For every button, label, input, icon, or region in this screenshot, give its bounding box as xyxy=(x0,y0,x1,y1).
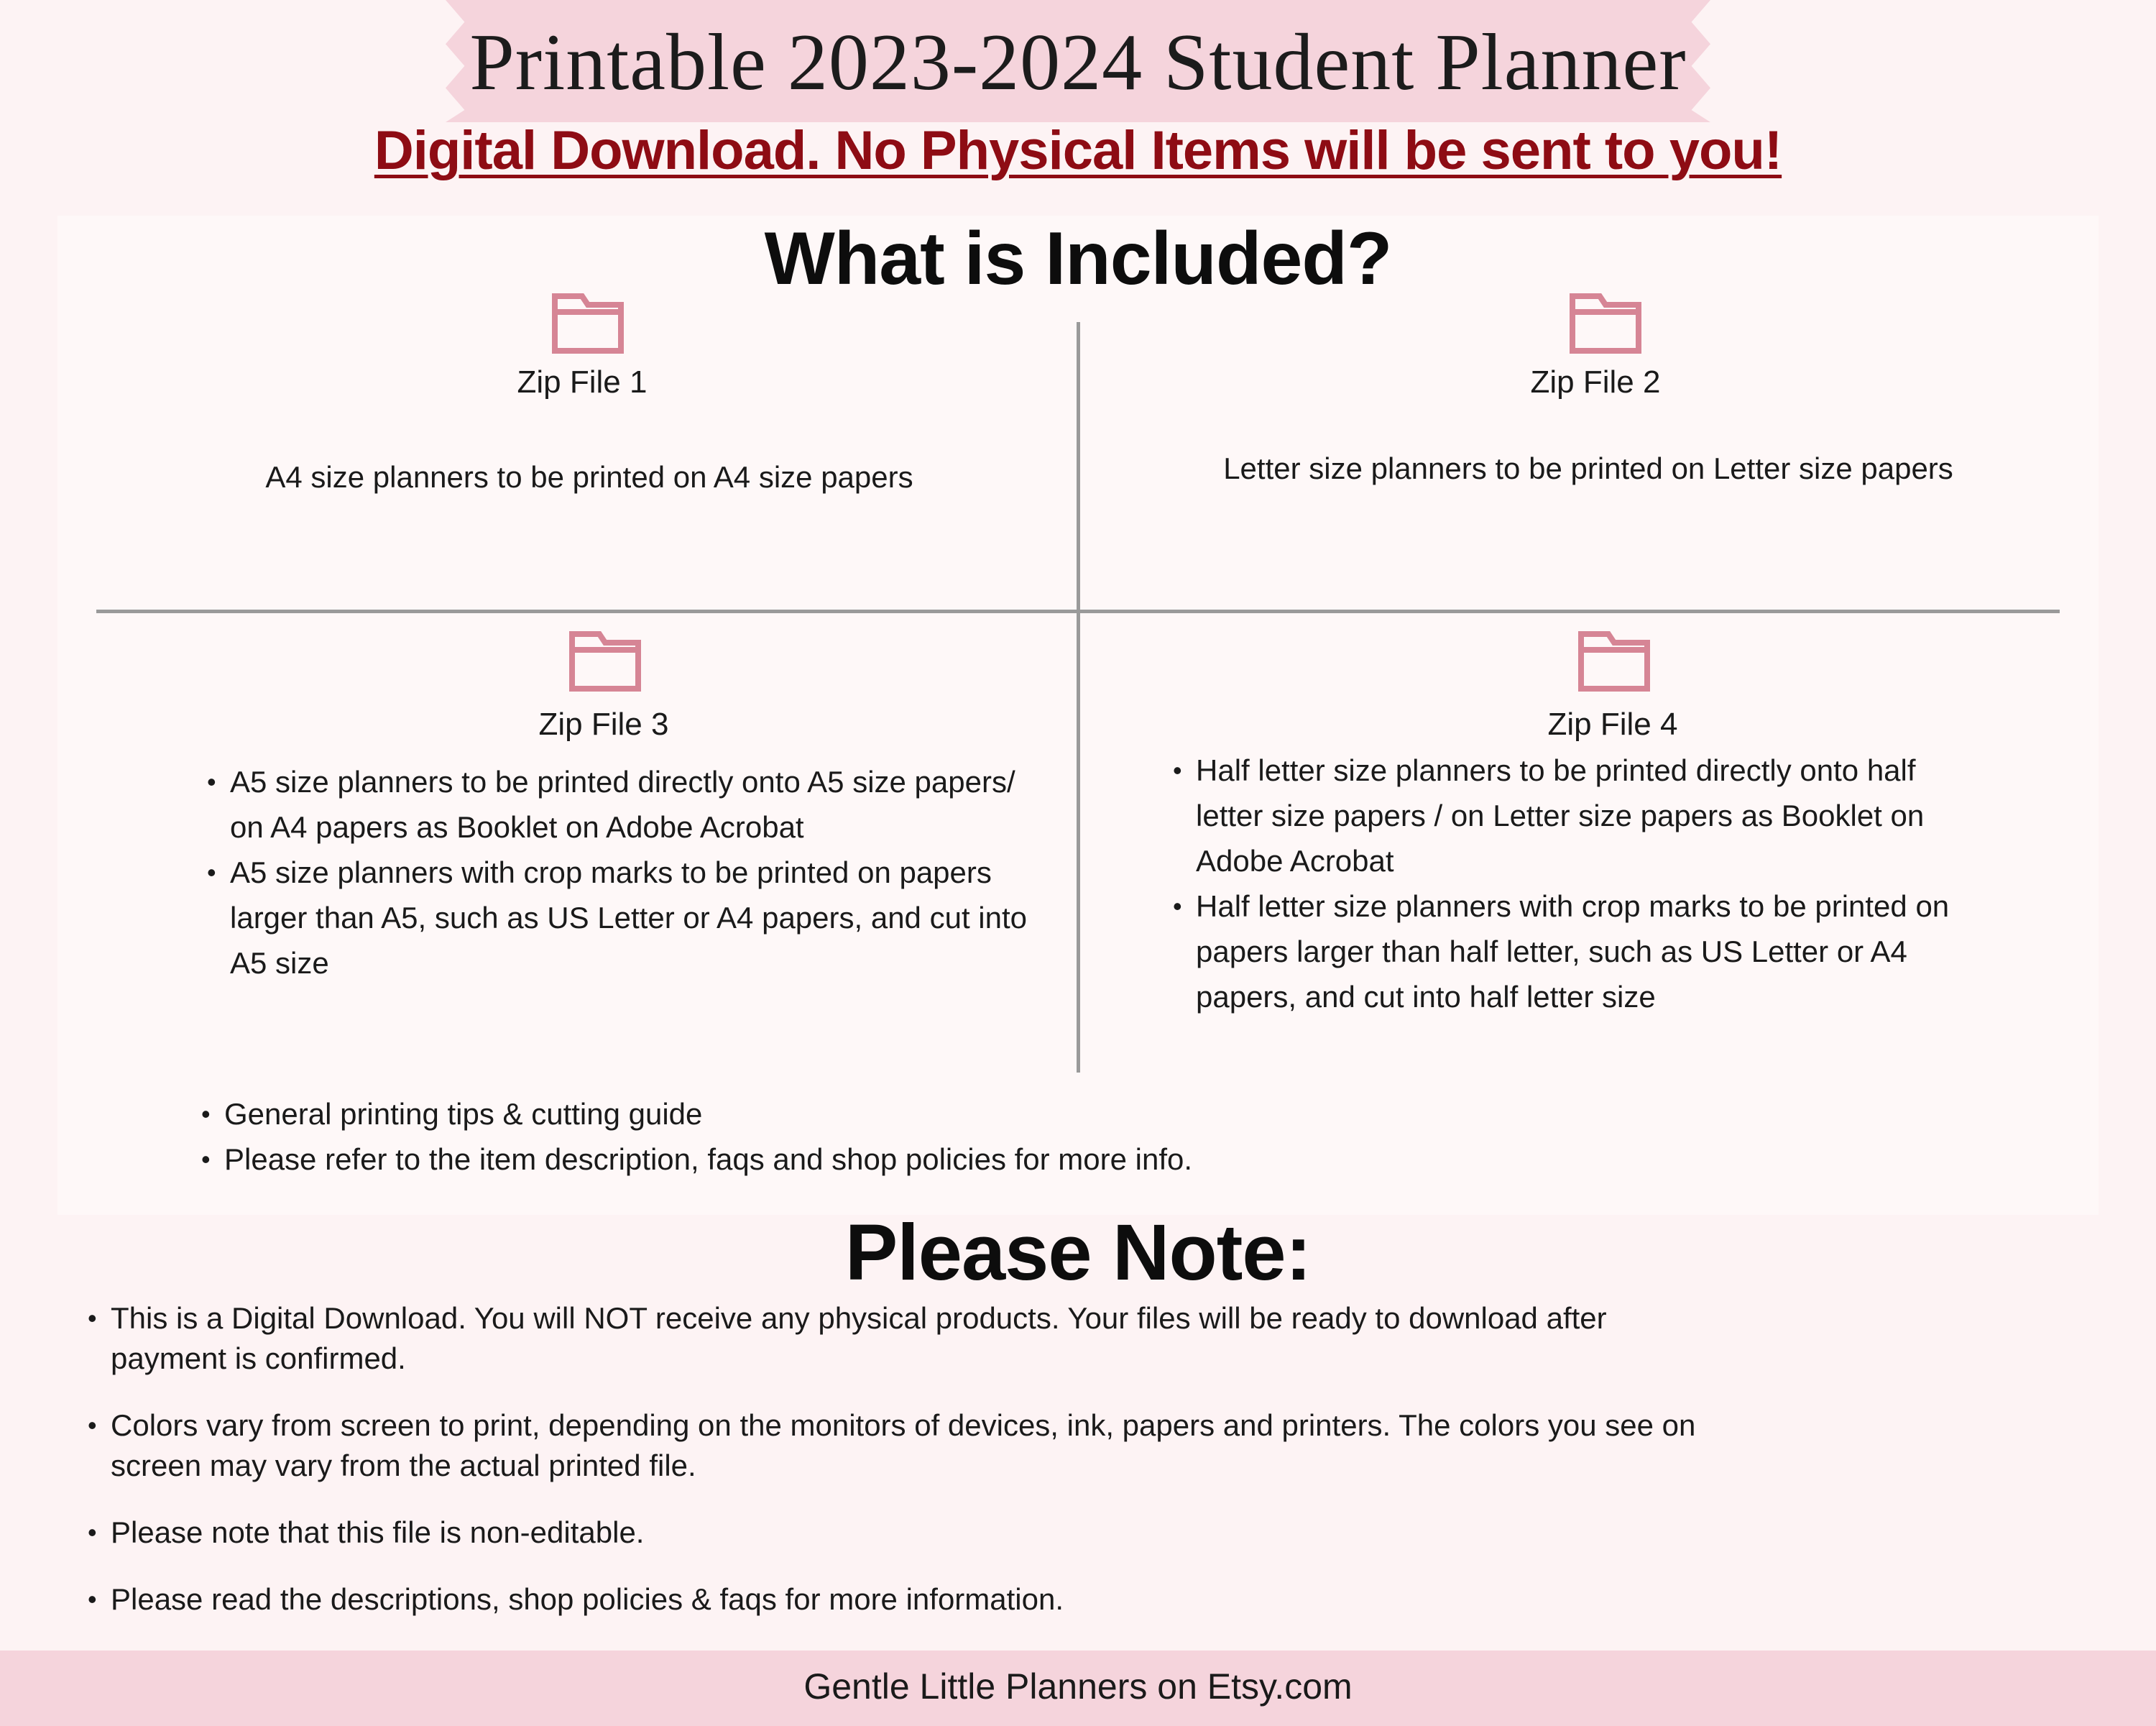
list-item: • General printing tips & cutting guide xyxy=(201,1091,1926,1137)
zip-file-4-list xyxy=(1173,748,1985,1019)
zip-file-4-title: Zip File 4 xyxy=(1547,707,1678,742)
included-heading: What is Included? xyxy=(764,217,1392,300)
zip-file-3-list xyxy=(207,759,1041,986)
list-item: • Please refer to the item description, faqs and shop policies for more info. xyxy=(201,1137,1926,1182)
folder-icon xyxy=(1577,628,1651,693)
note-heading: Please Note: xyxy=(844,1208,1312,1297)
extras-list xyxy=(201,1091,1926,1182)
footer-shop-credit: Gentle Little Planners on Etsy.com xyxy=(0,1651,2156,1726)
folder-icon xyxy=(550,290,625,355)
list-item: • Please read the descriptions, shop policies & faqs for more information. xyxy=(88,1579,1712,1620)
folder-icon xyxy=(568,628,642,693)
folder-icon xyxy=(1568,290,1643,355)
zip-file-3-title: Zip File 3 xyxy=(538,707,669,742)
digital-download-warning: Digital Download. No Physical Items will be sent to you! xyxy=(374,120,1782,181)
vertical-divider xyxy=(1077,322,1080,1073)
list-item: • Half letter size planners to be printed directly onto half letter size papers / on Letter size papers as Booklet on Adobe Acrobat xyxy=(1173,748,1985,883)
list-item: • Half letter size planners with crop marks to be printed on papers larger than half letter, such as US Letter or A4 papers, and cut into half letter size xyxy=(1173,883,1985,1019)
list-item: • This is a Digital Download. You will NOT receive any physical products. Your files will be ready to download after payment is confirmed. xyxy=(88,1298,1712,1379)
horizontal-divider xyxy=(96,610,2060,613)
zip-file-2-description: Letter size planners to be printed on Letter size papers xyxy=(1223,451,1953,485)
zip-file-2-title: Zip File 2 xyxy=(1530,364,1661,400)
list-item: • A5 size planners to be printed directly onto A5 size papers/ on A4 papers as Booklet on Adobe Acrobat xyxy=(207,759,1041,850)
zip-file-1-title: Zip File 1 xyxy=(517,364,648,400)
list-item: • Please note that this file is non-editable. xyxy=(88,1512,1712,1553)
list-item: • A5 size planners with crop marks to be printed on papers larger than A5, such as US Letter or A4 papers, and cut into A5 size xyxy=(207,850,1041,986)
zip-file-1-description: A4 size planners to be printed on A4 size papers xyxy=(265,460,913,494)
list-item: • Colors vary from screen to print, depending on the monitors of devices, ink, papers and printers. The colors you see on screen may vary from the actual printed file. xyxy=(88,1405,1712,1486)
page-title: Printable 2023-2024 Student Planner xyxy=(469,18,1687,107)
notes-list xyxy=(88,1298,1712,1646)
